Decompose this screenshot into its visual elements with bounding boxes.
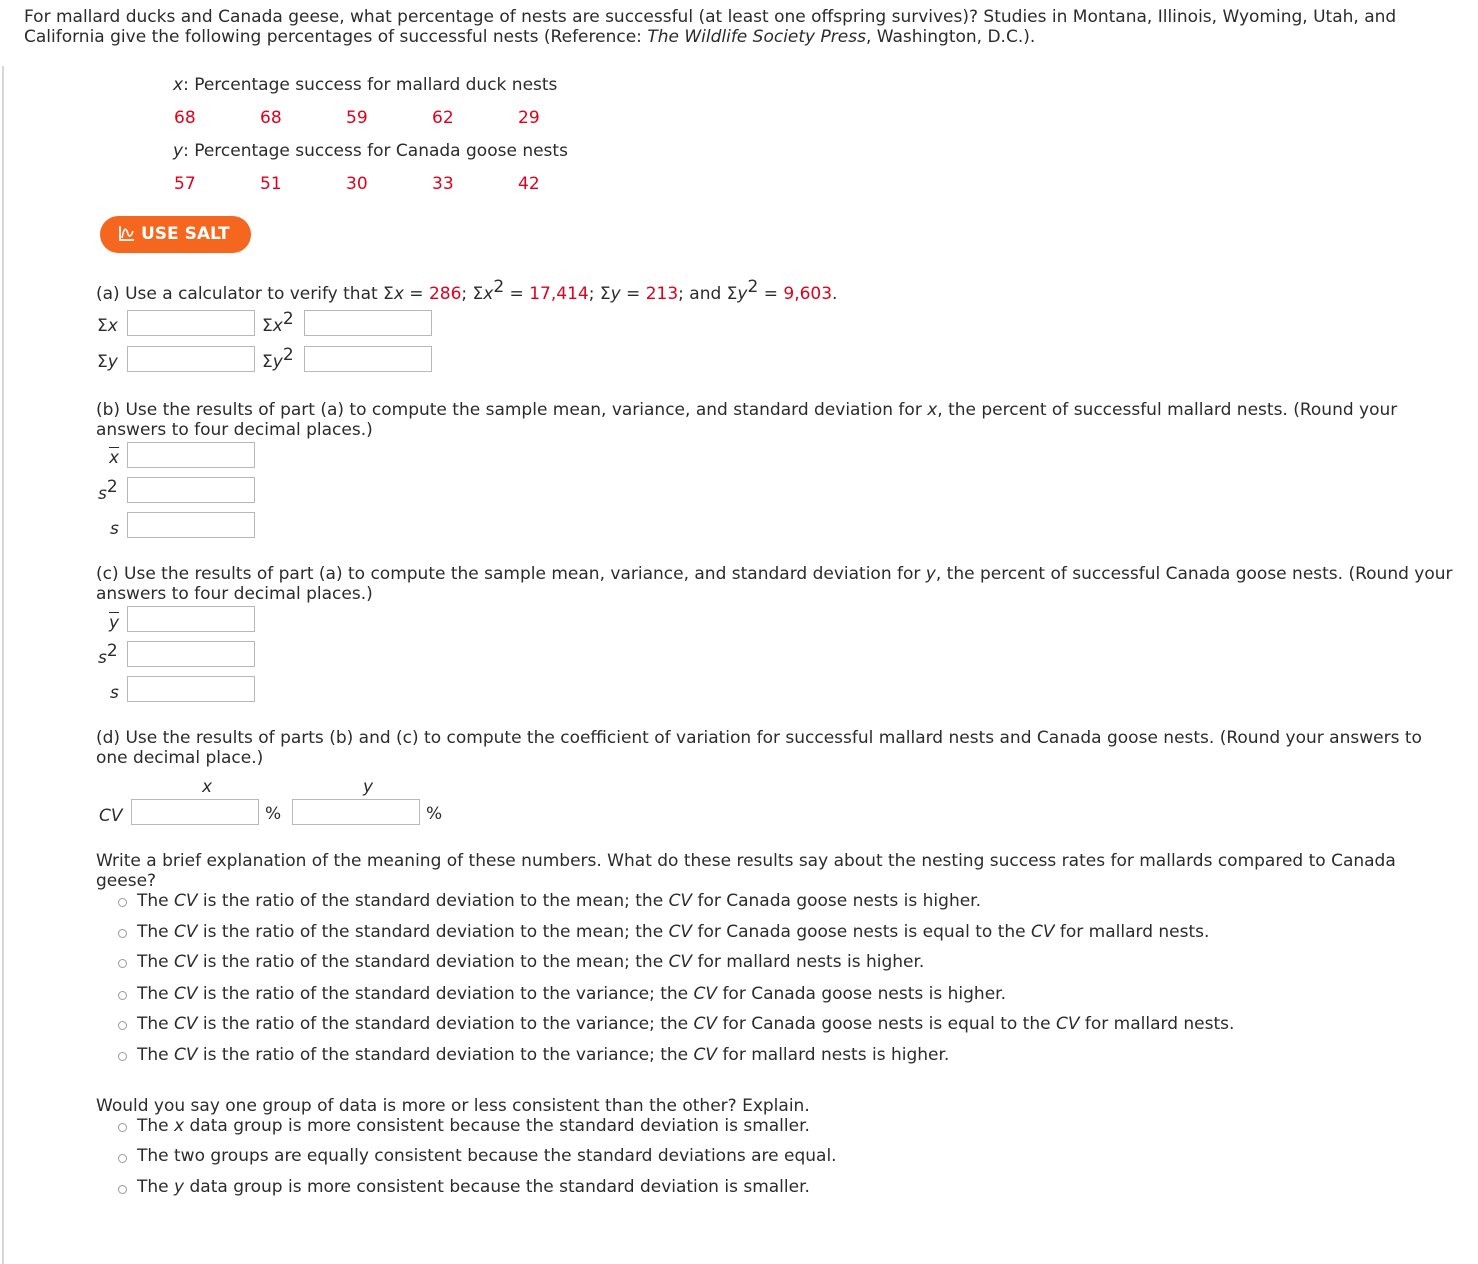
- sum-y2-label: $\Sigma y^2$: [262, 345, 294, 372]
- x-value: 29: [518, 108, 540, 128]
- y-variable-label: y: Percentage success for Canada goose nests: [173, 141, 568, 161]
- explanation-option[interactable]: The CV is the ratio of the standard deviation to the mean; the CV for Canada goose nests is higher.: [137, 891, 982, 911]
- x-variance-input[interactable]: [127, 477, 255, 503]
- consistency-prompt: Would you say one group of data is more or less consistent than the other? Explain.: [96, 1096, 810, 1116]
- x-bar-label: $\overline{x}$: [109, 448, 120, 468]
- sum-x2-label: $\Sigma x^2$: [262, 309, 294, 336]
- sum-y-input[interactable]: [127, 346, 255, 372]
- radio-button[interactable]: [118, 898, 127, 907]
- explanation-option[interactable]: The CV is the ratio of the standard deviation to the variance; the CV for Canada goose nests is higher.: [137, 984, 1006, 1004]
- y-mean-input[interactable]: [127, 606, 255, 632]
- y-sd-input[interactable]: [127, 676, 255, 702]
- x-value: 68: [260, 108, 282, 128]
- part-c-prompt: (c) Use the results of part (a) to compute the sample mean, variance, and standard deviation for y, the percent of successful Canada goose nests. (Round your answers to four decimal places.): [96, 564, 1453, 604]
- cv-row-label: CV: [99, 806, 123, 826]
- x-mean-input[interactable]: [127, 442, 255, 468]
- cv-y-input[interactable]: [292, 799, 420, 825]
- percent-unit: %: [265, 804, 282, 824]
- sum-y-label: Σy: [97, 352, 118, 372]
- salt-chart-icon: [118, 225, 135, 242]
- x-sd-input[interactable]: [127, 512, 255, 538]
- consistency-option[interactable]: The two groups are equally consistent because the standard deviations are equal.: [137, 1146, 837, 1166]
- x-value: 59: [346, 108, 368, 128]
- x-value: 68: [174, 108, 196, 128]
- radio-button[interactable]: [118, 1154, 127, 1163]
- radio-button[interactable]: [118, 991, 127, 1000]
- explanation-option[interactable]: The CV is the ratio of the standard deviation to the mean; the CV for Canada goose nests is equal to the CV for mallard nests.: [137, 922, 1210, 942]
- explanation-option[interactable]: The CV is the ratio of the standard deviation to the mean; the CV for mallard nests is higher.: [137, 952, 925, 972]
- explanation-option[interactable]: The CV is the ratio of the standard deviation to the variance; the CV for Canada goose nests is equal to the CV for mallard nests.: [137, 1014, 1235, 1034]
- consistency-option[interactable]: The y data group is more consistent because the standard deviation is smaller.: [137, 1177, 810, 1197]
- cv-column-x-label: x: [202, 777, 213, 797]
- x-variance-label: $s^2$: [98, 477, 118, 504]
- radio-button[interactable]: [118, 1021, 127, 1030]
- radio-button[interactable]: [118, 1052, 127, 1061]
- radio-button[interactable]: [118, 929, 127, 938]
- y-variance-label: $s^2$: [98, 641, 118, 668]
- consistency-option[interactable]: The x data group is more consistent because the standard deviation is smaller.: [137, 1116, 810, 1136]
- y-value: 42: [518, 174, 540, 194]
- y-value: 57: [174, 174, 196, 194]
- sum-y2-input[interactable]: [304, 346, 432, 372]
- x-variable-label: x: Percentage success for mallard duck nests: [173, 75, 558, 95]
- explanation-prompt: Write a brief explanation of the meaning of these numbers. What do these results say about the nesting success rates for mallards compared to Canada geese?: [96, 851, 1396, 891]
- x-sd-label: s: [110, 519, 119, 539]
- sum-x-label: Σx: [97, 316, 118, 336]
- sum-x2-input[interactable]: [304, 310, 432, 336]
- part-d-prompt: (d) Use the results of parts (b) and (c) to compute the coefficient of variation for successful mallard nests and Canada goose nests. (Round your answers to one decimal place.): [96, 728, 1422, 768]
- y-variance-input[interactable]: [127, 641, 255, 667]
- radio-button[interactable]: [118, 959, 127, 968]
- y-bar-label: $\overline{y}$: [109, 613, 120, 633]
- y-value: 51: [260, 174, 282, 194]
- part-a-prompt: (a) Use a calculator to verify that Σx = 286; $\Sigma x^2 = 17,414$; Σy = 213; and $\Sigma y^2 = 9,603$.: [96, 277, 838, 304]
- use-salt-button[interactable]: USE SALT: [100, 216, 251, 253]
- y-value: 30: [346, 174, 368, 194]
- left-rule: [2, 66, 4, 1264]
- percent-unit: %: [426, 804, 443, 824]
- part-b-prompt: (b) Use the results of part (a) to compute the sample mean, variance, and standard deviation for x, the percent of successful mallard nests. (Round your answers to four decimal places.): [96, 400, 1398, 440]
- cv-x-input[interactable]: [131, 799, 259, 825]
- radio-button[interactable]: [118, 1123, 127, 1132]
- radio-button[interactable]: [118, 1185, 127, 1194]
- cv-column-y-label: y: [363, 777, 374, 797]
- question-intro: For mallard ducks and Canada geese, what percentage of nests are successful (at least one offspring survives)? Studies in Montana, Illinois, Wyoming, Utah, and California give the following percentages of successful nests (Reference: The Wildlife Society Press, Washington, D.C.).: [24, 7, 1397, 47]
- sum-x-input[interactable]: [127, 310, 255, 336]
- x-value: 62: [432, 108, 454, 128]
- y-value: 33: [432, 174, 454, 194]
- explanation-option[interactable]: The CV is the ratio of the standard deviation to the variance; the CV for mallard nests is higher.: [137, 1045, 950, 1065]
- y-sd-label: s: [110, 683, 119, 703]
